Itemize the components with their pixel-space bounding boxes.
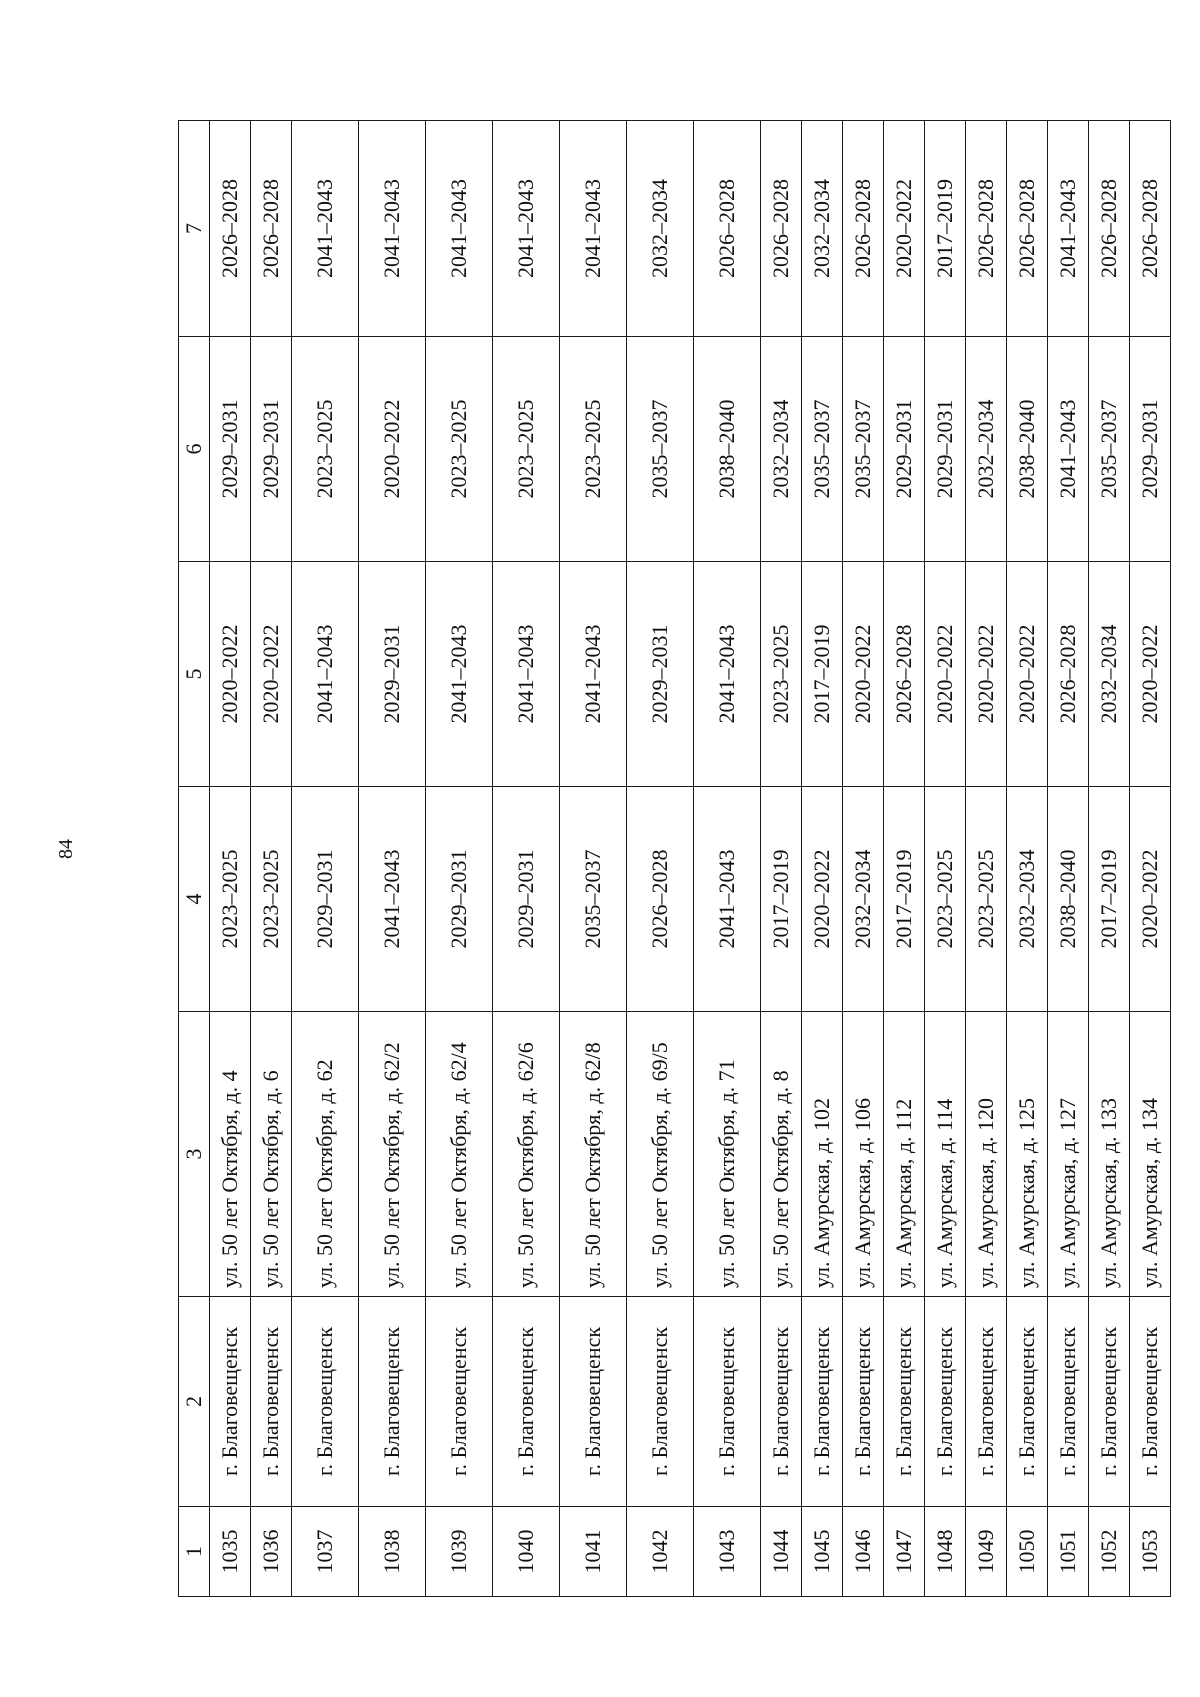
period-cell-6: 2032–2034 [761, 337, 802, 562]
row-number: 1036 [251, 1507, 292, 1597]
period-cell-7: 2032–2034 [802, 121, 843, 337]
period-cell-4: 2020–2022 [1130, 787, 1171, 1012]
period-cell-7: 2017–2019 [925, 121, 966, 337]
period-cell-5: 2029–2031 [359, 562, 426, 787]
period-cell-7: 2032–2034 [627, 121, 694, 337]
row-number: 1049 [966, 1507, 1007, 1597]
city-cell: г. Благовещенск [1089, 1297, 1130, 1507]
city-cell: г. Благовещенск [966, 1297, 1007, 1507]
period-cell-5: 2020–2022 [251, 562, 292, 787]
period-cell-7: 2041–2043 [493, 121, 560, 337]
city-cell: г. Благовещенск [761, 1297, 802, 1507]
table-row [1048, 121, 1089, 1597]
period-cell-7: 2026–2028 [1130, 121, 1171, 337]
period-cell-7: 2026–2028 [1007, 121, 1048, 337]
row-number: 1045 [802, 1507, 843, 1597]
period-cell-6: 2029–2031 [251, 337, 292, 562]
city-cell: г. Благовещенск [210, 1297, 251, 1507]
period-cell-6: 2035–2037 [843, 337, 884, 562]
table-row [210, 121, 251, 1597]
city-cell: г. Благовещенск [493, 1297, 560, 1507]
address-cell: ул. Амурская, д. 133 [1089, 1012, 1130, 1297]
period-cell-7: 2041–2043 [292, 121, 359, 337]
period-cell-4: 2035–2037 [560, 787, 627, 1012]
row-number: 1040 [493, 1507, 560, 1597]
period-cell-4: 2041–2043 [694, 787, 761, 1012]
period-cell-6: 2023–2025 [426, 337, 493, 562]
period-cell-5: 2023–2025 [761, 562, 802, 787]
period-cell-5: 2020–2022 [843, 562, 884, 787]
table-row [761, 121, 802, 1597]
row-number: 1050 [1007, 1507, 1048, 1597]
period-cell-5: 2020–2022 [966, 562, 1007, 787]
period-cell-4: 2023–2025 [966, 787, 1007, 1012]
table-row [802, 121, 843, 1597]
row-number: 1043 [694, 1507, 761, 1597]
period-cell-4: 2023–2025 [210, 787, 251, 1012]
period-cell-7: 2026–2028 [843, 121, 884, 337]
table-row [884, 121, 925, 1597]
address-cell: ул. Амурская, д. 106 [843, 1012, 884, 1297]
city-cell: г. Благовещенск [560, 1297, 627, 1507]
period-cell-7: 2026–2028 [694, 121, 761, 337]
period-cell-6: 2023–2025 [292, 337, 359, 562]
period-cell-7: 2026–2028 [251, 121, 292, 337]
table-row [1007, 121, 1048, 1597]
row-number: 1039 [426, 1507, 493, 1597]
address-cell: ул. 50 лет Октября, д. 62/2 [359, 1012, 426, 1297]
city-cell: г. Благовещенск [1007, 1297, 1048, 1507]
column-header: 6 [179, 337, 210, 562]
table-row [627, 121, 694, 1597]
row-number: 1046 [843, 1507, 884, 1597]
period-cell-6: 2038–2040 [694, 337, 761, 562]
period-cell-5: 2041–2043 [560, 562, 627, 787]
table-row [292, 121, 359, 1597]
period-cell-5: 2020–2022 [210, 562, 251, 787]
period-cell-4: 2032–2034 [1007, 787, 1048, 1012]
row-number: 1035 [210, 1507, 251, 1597]
rotated-table-wrapper [178, 121, 1162, 1597]
period-cell-4: 2038–2040 [1048, 787, 1089, 1012]
period-cell-6: 2032–2034 [966, 337, 1007, 562]
period-cell-5: 2032–2034 [1089, 562, 1130, 787]
city-cell: г. Благовещенск [925, 1297, 966, 1507]
column-header: 1 [179, 1507, 210, 1597]
row-number: 1041 [560, 1507, 627, 1597]
city-cell: г. Благовещенск [1048, 1297, 1089, 1507]
column-header: 5 [179, 562, 210, 787]
period-cell-6: 2023–2025 [560, 337, 627, 562]
period-cell-5: 2020–2022 [925, 562, 966, 787]
period-cell-4: 2017–2019 [761, 787, 802, 1012]
table-row [925, 121, 966, 1597]
period-cell-7: 2026–2028 [1089, 121, 1130, 337]
address-cell: ул. Амурская, д. 114 [925, 1012, 966, 1297]
header-row [179, 121, 210, 1597]
period-cell-5: 2026–2028 [1048, 562, 1089, 787]
address-cell: ул. Амурская, д. 127 [1048, 1012, 1089, 1297]
period-cell-5: 2041–2043 [292, 562, 359, 787]
table-row [426, 121, 493, 1597]
city-cell: г. Благовещенск [292, 1297, 359, 1507]
page-number: 84 [55, 839, 77, 859]
period-cell-4: 2020–2022 [802, 787, 843, 1012]
table-row [966, 121, 1007, 1597]
period-cell-4: 2023–2025 [925, 787, 966, 1012]
period-cell-5: 2041–2043 [426, 562, 493, 787]
address-cell: ул. 50 лет Октября, д. 69/5 [627, 1012, 694, 1297]
period-cell-6: 2041–2043 [1048, 337, 1089, 562]
table-row [251, 121, 292, 1597]
city-cell: г. Благовещенск [627, 1297, 694, 1507]
period-cell-7: 2020–2022 [884, 121, 925, 337]
table-row [843, 121, 884, 1597]
city-cell: г. Благовещенск [884, 1297, 925, 1507]
period-cell-4: 2017–2019 [1089, 787, 1130, 1012]
period-cell-7: 2026–2028 [966, 121, 1007, 337]
row-number: 1048 [925, 1507, 966, 1597]
table-row [1089, 121, 1130, 1597]
address-cell: ул. 50 лет Октября, д. 62/6 [493, 1012, 560, 1297]
city-cell: г. Благовещенск [426, 1297, 493, 1507]
period-cell-6: 2035–2037 [1089, 337, 1130, 562]
period-cell-5: 2041–2043 [694, 562, 761, 787]
period-cell-4: 2032–2034 [843, 787, 884, 1012]
row-number: 1042 [627, 1507, 694, 1597]
column-header: 4 [179, 787, 210, 1012]
period-cell-5: 2026–2028 [884, 562, 925, 787]
table-body [179, 121, 1171, 1597]
period-cell-4: 2023–2025 [251, 787, 292, 1012]
period-cell-6: 2029–2031 [925, 337, 966, 562]
city-cell: г. Благовещенск [802, 1297, 843, 1507]
period-cell-6: 2035–2037 [802, 337, 843, 562]
address-cell: ул. 50 лет Октября, д. 62/4 [426, 1012, 493, 1297]
period-cell-7: 2026–2028 [210, 121, 251, 337]
city-cell: г. Благовещенск [251, 1297, 292, 1507]
housing-register-table [178, 120, 1171, 1597]
address-cell: ул. 50 лет Октября, д. 62 [292, 1012, 359, 1297]
city-cell: г. Благовещенск [843, 1297, 884, 1507]
address-cell: ул. Амурская, д. 102 [802, 1012, 843, 1297]
period-cell-7: 2026–2028 [761, 121, 802, 337]
period-cell-6: 2035–2037 [627, 337, 694, 562]
period-cell-6: 2020–2022 [359, 337, 426, 562]
table-row [1130, 121, 1171, 1597]
period-cell-6: 2029–2031 [884, 337, 925, 562]
period-cell-4: 2029–2031 [493, 787, 560, 1012]
city-cell: г. Благовещенск [359, 1297, 426, 1507]
period-cell-7: 2041–2043 [1048, 121, 1089, 337]
period-cell-7: 2041–2043 [560, 121, 627, 337]
table-row [560, 121, 627, 1597]
period-cell-5: 2020–2022 [1007, 562, 1048, 787]
period-cell-4: 2029–2031 [292, 787, 359, 1012]
period-cell-6: 2023–2025 [493, 337, 560, 562]
period-cell-5: 2029–2031 [627, 562, 694, 787]
period-cell-6: 2029–2031 [1130, 337, 1171, 562]
period-cell-6: 2029–2031 [210, 337, 251, 562]
address-cell: ул. Амурская, д. 134 [1130, 1012, 1171, 1297]
address-cell: ул. Амурская, д. 120 [966, 1012, 1007, 1297]
period-cell-7: 2041–2043 [426, 121, 493, 337]
row-number: 1052 [1089, 1507, 1130, 1597]
row-number: 1053 [1130, 1507, 1171, 1597]
address-cell: ул. Амурская, д. 125 [1007, 1012, 1048, 1297]
city-cell: г. Благовещенск [1130, 1297, 1171, 1507]
period-cell-5: 2017–2019 [802, 562, 843, 787]
city-cell: г. Благовещенск [694, 1297, 761, 1507]
address-cell: ул. 50 лет Октября, д. 6 [251, 1012, 292, 1297]
column-header: 2 [179, 1297, 210, 1507]
row-number: 1037 [292, 1507, 359, 1597]
period-cell-6: 2038–2040 [1007, 337, 1048, 562]
row-number: 1044 [761, 1507, 802, 1597]
period-cell-5: 2020–2022 [1130, 562, 1171, 787]
table-row [694, 121, 761, 1597]
address-cell: ул. Амурская, д. 112 [884, 1012, 925, 1297]
period-cell-4: 2026–2028 [627, 787, 694, 1012]
row-number: 1047 [884, 1507, 925, 1597]
period-cell-7: 2041–2043 [359, 121, 426, 337]
period-cell-4: 2029–2031 [426, 787, 493, 1012]
column-header: 3 [179, 1012, 210, 1297]
row-number: 1038 [359, 1507, 426, 1597]
table-row [359, 121, 426, 1597]
table-row [493, 121, 560, 1597]
column-header: 7 [179, 121, 210, 337]
period-cell-5: 2041–2043 [493, 562, 560, 787]
period-cell-4: 2017–2019 [884, 787, 925, 1012]
address-cell: ул. 50 лет Октября, д. 8 [761, 1012, 802, 1297]
address-cell: ул. 50 лет Октября, д. 71 [694, 1012, 761, 1297]
address-cell: ул. 50 лет Октября, д. 62/8 [560, 1012, 627, 1297]
address-cell: ул. 50 лет Октября, д. 4 [210, 1012, 251, 1297]
period-cell-4: 2041–2043 [359, 787, 426, 1012]
row-number: 1051 [1048, 1507, 1089, 1597]
